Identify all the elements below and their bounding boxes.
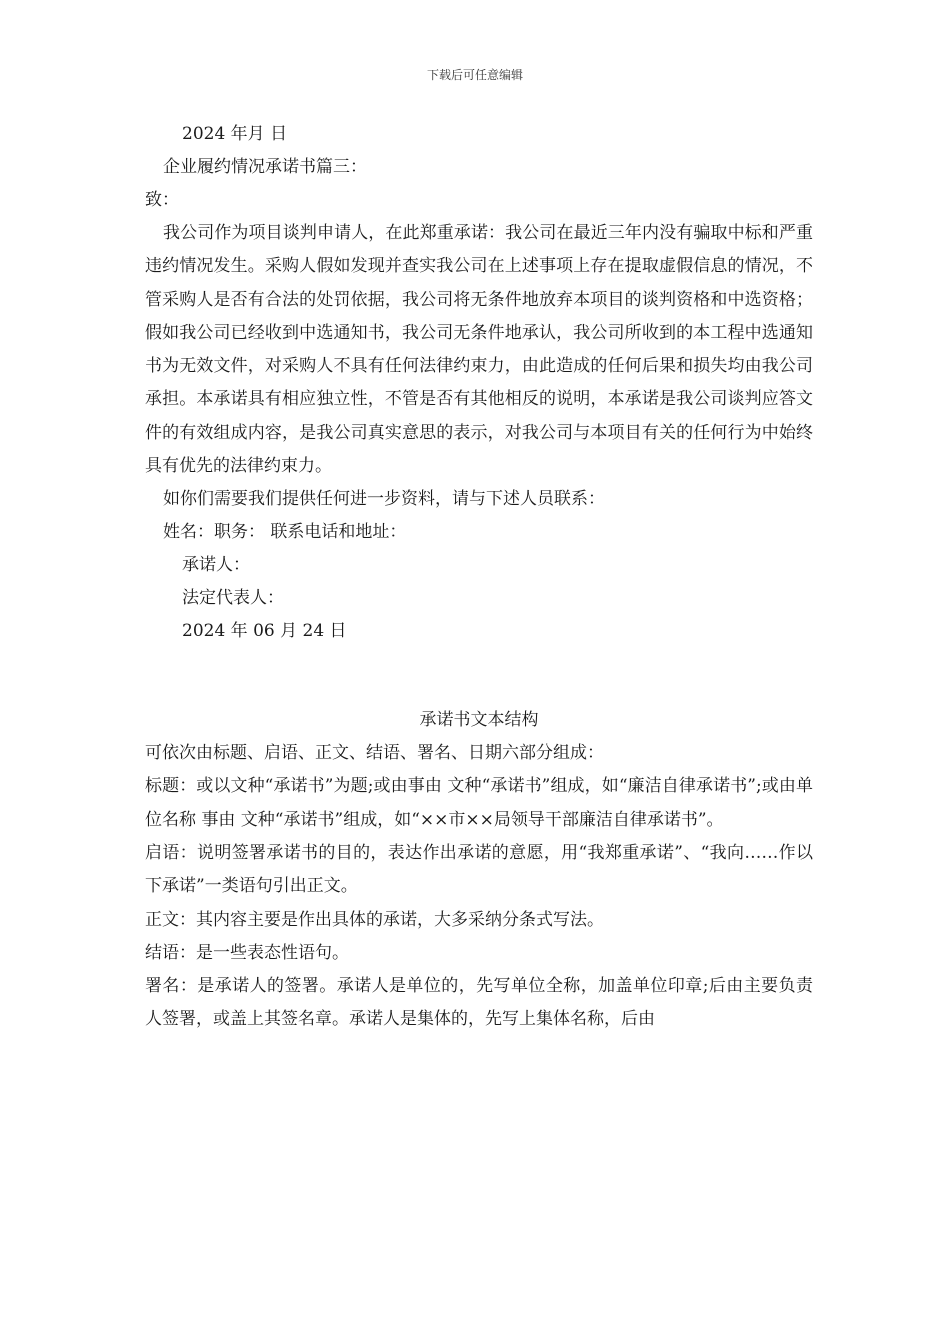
contact-request: 如你们需要我们提供任何进一步资料，请与下述人员联系： (163, 489, 605, 510)
legal-rep-label: 法定代表人： (182, 588, 284, 609)
contact-fields: 姓名：职务： 联系电话和地址： (163, 522, 407, 543)
structure-body-item: 正文：其内容主要是作出具体的承诺，大多采纳分条式写法。 (145, 909, 604, 930)
sign-date: 2024 年 06 月 24 日 (182, 621, 347, 642)
signer-label: 承诺人： (182, 555, 250, 576)
structure-title: 承诺书文本结构 (419, 710, 539, 731)
structure-title-item: 标题：或以文种“承诺书”为题;或由事由 文种“承诺书”组成，如“廉洁自律承诺书”;或由单位名称 事由 文种“承诺书”组成，如“××市××局领导干部廉洁自律承诺书”。 (145, 776, 813, 830)
structure-closing-item: 结语：是一些表态性语句。 (145, 942, 349, 963)
structure-signature-item: 署名：是承诺人的签署。承诺人是单位的，先写单位全称，加盖单位印章;后由主要负责人签署，或盖上其签名章。承诺人是集体的，先写上集体名称，后由 (145, 975, 813, 1029)
salutation: 致： (145, 190, 179, 210)
structure-opening-item: 启语：说明签署承诺书的目的，表达作出承诺的意愿，用“我郑重承诺”、“我向……作以下承诺”一类语句引出正文。 (145, 842, 813, 897)
date-line: 2024 年月 日 (182, 124, 288, 144)
header-note: 下载后可任意编辑 (426, 68, 523, 82)
section-heading: 企业履约情况承诺书篇三： (163, 157, 367, 177)
section-gap (145, 648, 813, 704)
pledge-paragraph: 我公司作为项目谈判申请人，在此郑重承诺：我公司在最近三年内没有骗取中标和严重违约情况发生。采购人假如发现并查实我公司在上述事项上存在提取虚假信息的情况，不管采购人是否有合法的处罚依据，我公司将无条件地放弃本项目的谈判资格和中选资格；假如我公司已经收到中选通知书，我公司无条件地承认，我公司所收到的本工程中选通知书为无效文件，对采购人不具有任何法律约束力，由此造成的任何后果和损失均由我公司承担。本承诺具有相应独立性，不管是否有其他相反的说明，本承诺是我公司谈判应答文件的有效组成内容，是我公司真实意思的表示，对我公司与本项目有关的任何行为中始终具有优先的法律约束力。 (145, 223, 813, 477)
document-body (145, 118, 813, 1036)
structure-intro: 可依次由标题、启语、正文、结语、署名、日期六部分组成： (145, 743, 604, 764)
